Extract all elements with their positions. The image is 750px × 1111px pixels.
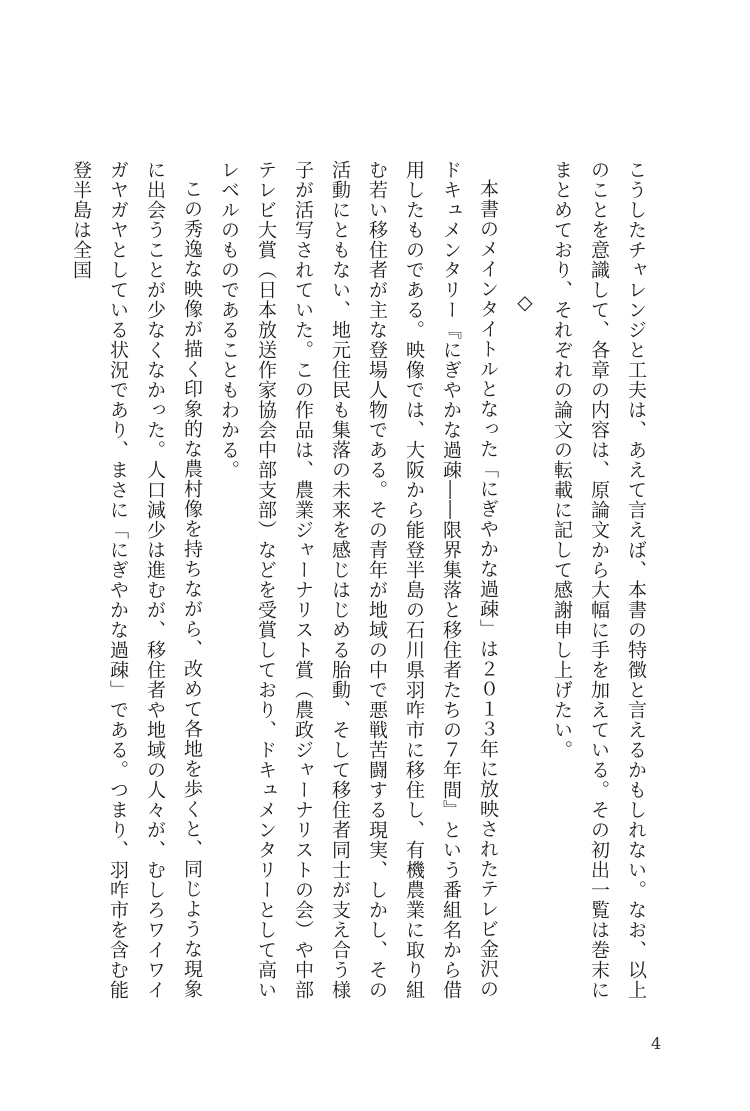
page-number: 4 xyxy=(651,1034,662,1053)
vertical-text-body xyxy=(70,160,654,1000)
paragraph-closing-remarks: こうしたチャレンジと工夫は、あえて言えば、本書の特徴と言えるかもしれない。なお、以上のことを意識して、各章の内容は、原論文から大幅に手を加えている。その初出一覧は巻末にまとめており、それぞれの論文の転載に記して感謝申し上げたい。 xyxy=(551,160,647,1000)
section-divider-diamond: ◇ xyxy=(513,290,537,315)
paragraph-rural-image: この秀逸な映像が描く印象的な農村像を持ちながら、改めて各地を歩くと、同じような現象に出会うことが少なくなかった。人口減少は進むが、移住者や地域の人々が、むしろワイワイガヤガヤとしている状況であり、まさに「にぎやかな過疎」である。つまり、羽咋市を含む能登半島は全国 xyxy=(70,160,203,1000)
paragraph-title-origin: 本書のメインタイトルとなった「にぎやかな過疎」は２０１３年に放映されたテレビ金沢のドキュメンタリー『にぎやかな過疎――限界集落と移住者たちの７年間』という番組名から借用したものである。映像では、大阪から能登半島の石川県羽咋市に移住し、有機農業に取り組む若い移住者が主な登場人物である。その青年が地域の中で悪戦苦闘する現実、しかし、その活動にともない、地元住民も集落の未来を感じはじめる胎動、そして移住者同士が支え合う様子が活写されていた。この作品は、農業ジャーナリスト賞（農政ジャーナリストの会）や中部テレビ大賞（日本放送作家協会中部支部）などを受賞しており、ドキュメンタリーとして高いレベルのものであることもわかる。 xyxy=(218,160,499,1000)
